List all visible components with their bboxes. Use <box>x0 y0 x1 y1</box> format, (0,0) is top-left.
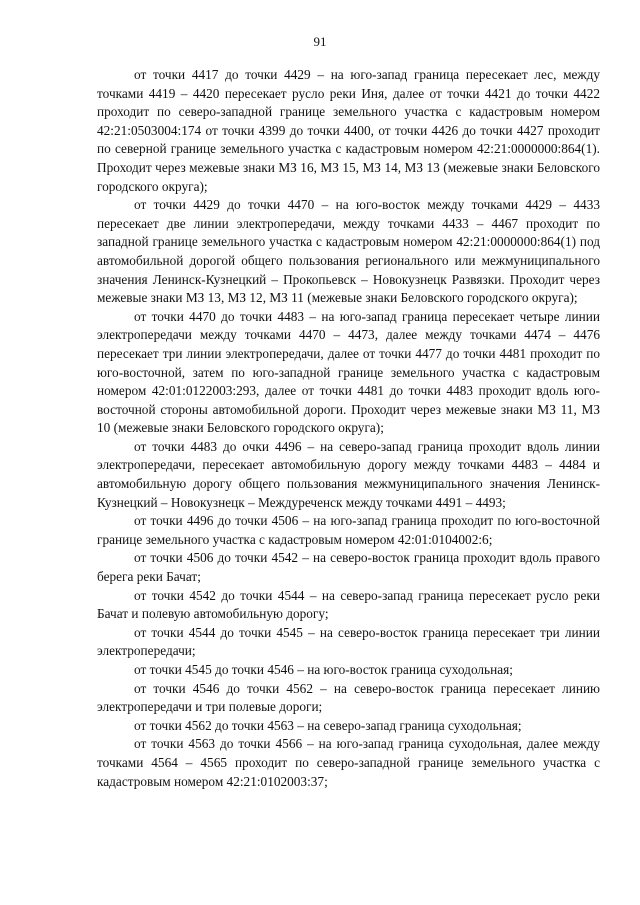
paragraph: от точки 4545 до точки 4546 – на юго-восток граница суходольная; <box>134 662 513 677</box>
paragraph: от точки 4429 до точки 4470 – на юго-восток между точками 4429 – 4433 пересекает две линии электропередачи, между точками 4433 – 4467 проходит по западной границе земельного участка с кадастровым номером 42:21:0000000:864(1) под автомобильной дорогой общего пользования регионального или межмуниципального значения Ленинск-Кузнецкий – Прокопьевск – Новокузнецк Развязки. Проходит через межевые знаки МЗ 13, МЗ 12, МЗ 11 (межевые знаки Беловского городского округа); <box>97 197 600 306</box>
paragraph: от точки 4470 до точки 4483 – на юго-запад граница пересекает четыре линии электропередачи между точками 4470 – 4473, далее между точками 4474 – 4476 пересекает три линии электропередачи, далее от точки 4477 до точки 4481 проходит по юго-восточной, затем по юго-западной границе земельного участка с кадастровым номером 42:01:0122003:293, далее от точки 4481 до точки 4483 проходит вдоль юго-восточной стороны автомобильной дороги. Проходит через межевые знаки МЗ 11, МЗ 10 (межевые знаки Беловского городского округа); <box>97 308 600 436</box>
document-body <box>97 66 600 791</box>
paragraph: от точки 4544 до точки 4545 – на северо-восток граница пересекает три линии электропередачи; <box>97 624 600 659</box>
paragraph: от точки 4483 до очки 4496 – на северо-запад граница проходит вдоль линии электропередачи, пересекает автомобильную дорогу между точками 4483 – 4484 и автомобильную дорогу общего пользования межмуниципального значения Ленинск-Кузнецкий – Новокузнецк – Междуреченск между точками 4491 – 4493; <box>97 438 600 510</box>
paragraph: от точки 4542 до точки 4544 – на северо-запад граница пересекает русло реки Бачат и полевую автомобильную дорогу; <box>97 587 600 622</box>
paragraph: от точки 4562 до точки 4563 – на северо-запад граница суходольная; <box>134 717 522 733</box>
paragraph: от точки 4563 до точки 4566 – на юго-запад граница суходольная, далее между точками 4564 – 4565 проходит по северо-западной границе земельного участка с кадастровым номером 42:21:0102003:37; <box>97 736 600 789</box>
paragraph: от точки 4417 до точки 4429 – на юго-запад граница пересекает лес, между точками 4419 – 4420 пересекает русло реки Иня, далее от точки 4421 до точки 4422 проходит по северо-западной границе земельного участка с кадастровым номером 42:21:0503004:174 от точки 4399 до точки 4400, от точки 4426 до точки 4427 проходит по северной границе земельного участка с кадастровым номером 42:21:0000000:864(1). Проходит через межевые знаки МЗ 16, МЗ 15, МЗ 14, МЗ 13 (межевые знаки Беловского городского округа); <box>97 67 600 194</box>
paragraph: от точки 4506 до точки 4542 – на северо-восток граница проходит вдоль правого берега реки Бачат; <box>97 550 600 585</box>
page-number: 91 <box>313 34 327 49</box>
paragraph: от точки 4546 до точки 4562 – на северо-восток граница пересекает линию электропередачи и три полевые дороги; <box>97 680 600 715</box>
paragraph: от точки 4496 до точки 4506 – на юго-запад граница проходит по юго-восточной границе земельного участка с кадастровым номером 42:01:0104002:6; <box>97 513 600 547</box>
